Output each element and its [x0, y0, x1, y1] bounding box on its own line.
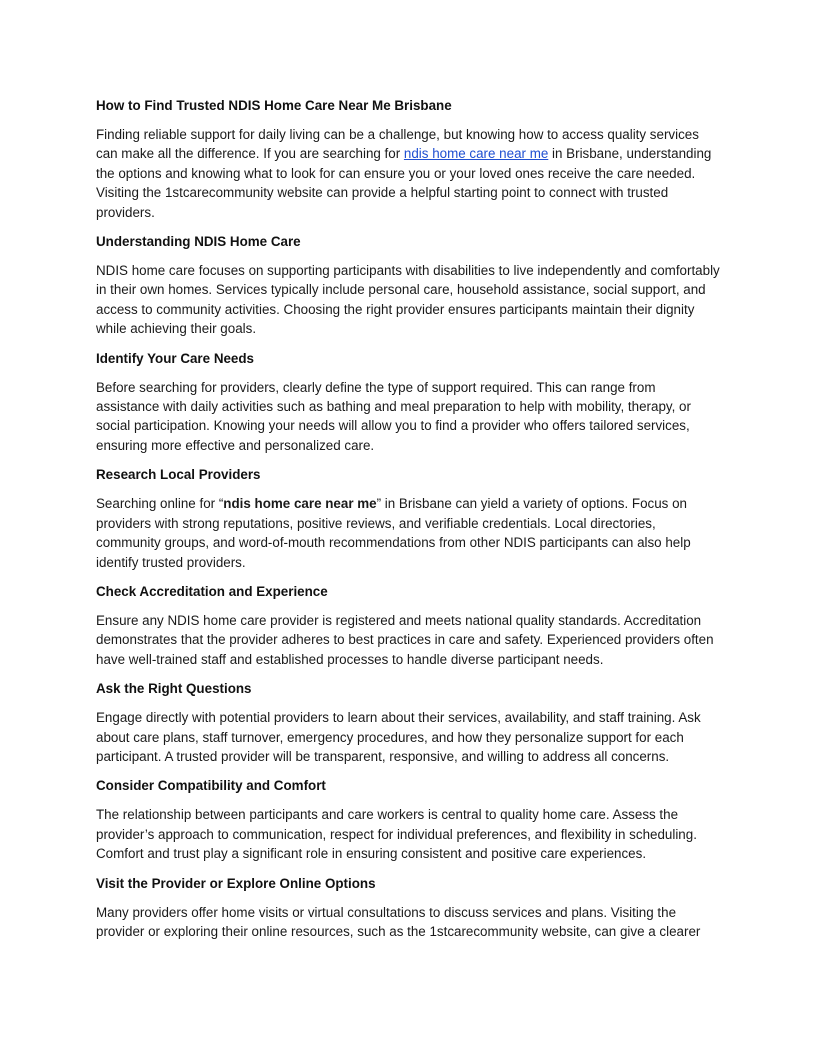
document-title: How to Find Trusted NDIS Home Care Near Me Brisbane: [96, 98, 452, 113]
ndis-home-care-link[interactable]: ndis home care near me: [403, 146, 549, 162]
section-heading-identify-needs: Identify Your Care Needs: [96, 350, 255, 366]
intro-text-before: Finding reliable support for daily living can be a challenge, but knowing how to access quality services can make all the difference. If you are searching for: [96, 127, 699, 162]
intro-text-after: in Brisbane, understanding the options and knowing what to look for can ensure you or your loved ones receive the care needed. Visiting the 1stcarecommunity website can provide a helpful starting point to connect with trusted providers.: [96, 146, 712, 220]
section-body-questions: Engage directly with potential providers to learn about their services, availability, and staff training. Ask about care plans, staff turnover, emergency procedures, and how they personalize support for each participant. A trusted provider will be transparent, responsive, and willing to address all concerns.: [96, 710, 701, 764]
section-body-research: [96, 494, 720, 572]
section-body-understanding: NDIS home care focuses on supporting participants with disabilities to live independently and comfortably in their own homes. Services typically include personal care, household assistance, social support, and access to community activities. Choosing the right provider ensures participants maintain their dignity while achieving their goals.: [96, 263, 720, 337]
section-body-accreditation: Ensure any NDIS home care provider is registered and meets national quality standards. Accreditation demonstrates that the provider adheres to best practices in care and safety. Experienced providers often have well-trained staff and established processes to handle diverse participant needs.: [96, 612, 714, 667]
section-heading-compatibility: Consider Compatibility and Comfort: [96, 778, 326, 794]
section-body-visit: Many providers offer home visits or virtual consultations to discuss services and plans. Visiting the provider or exploring their online resources, such as the 1stcarecommunity website, can give a clearer: [96, 904, 701, 939]
section-body-identify-needs: Before searching for providers, clearly define the type of support required. This can range from assistance with daily activities such as bathing and meal preparation to help with mobility, therapy, or social participation. Knowing your needs will allow you to find a provider who offers tailored services, ensuring more effective and personalized care.: [96, 379, 691, 453]
section-body-compatibility: The relationship between participants and care workers is central to quality home care. Assess the provider’s approach to communication, respect for individual preferences, and flexibility in scheduling. Comfort and trust play a significant role in ensuring consistent and positive care experiences.: [96, 807, 697, 862]
section-heading-visit: Visit the Provider or Explore Online Options: [96, 875, 376, 891]
research-text-before: Searching online for “: [96, 496, 224, 512]
intro-paragraph: [96, 125, 720, 222]
section-heading-questions: Ask the Right Questions: [96, 681, 252, 697]
research-keyword: ndis home care near me: [223, 496, 377, 512]
research-text-after: ” in Brisbane can yield a variety of options. Focus on providers with strong reputations, positive reviews, and verifiable credentials. Local directories, community groups, and word-of-mouth recommendations from other NDIS participants can also help identify trusted providers.: [96, 496, 691, 570]
section-heading-accreditation: Check Accreditation and Experience: [96, 583, 328, 599]
section-heading-research: Research Local Providers: [96, 467, 261, 483]
section-heading-understanding: Understanding NDIS Home Care: [96, 234, 301, 250]
